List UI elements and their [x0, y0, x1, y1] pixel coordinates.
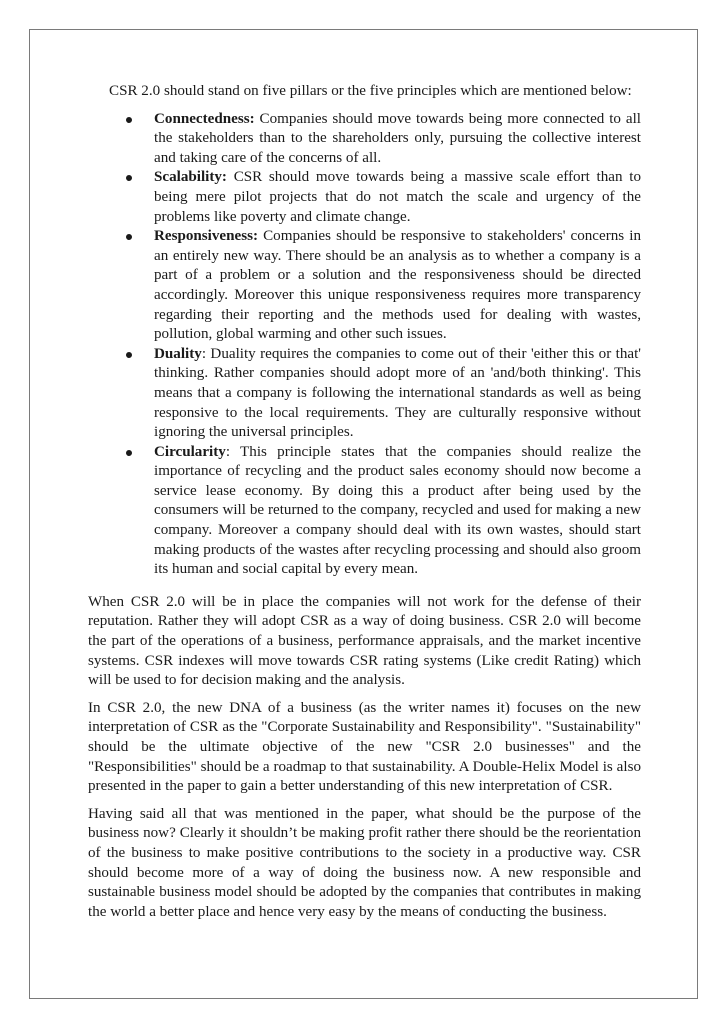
pillar-term: Responsiveness:	[154, 228, 258, 245]
document-body	[88, 80, 641, 922]
bullet-icon	[126, 234, 132, 240]
pillar-text: : This principle states that the companies should realize the importance of recycling and the product sales economy should now become a service lease economy. By doing this a product after being used by the consumers will be returned to the company, recycled and used for making a new company. Moreover a company should deal with its own wastes, should start making products of the wastes after recycling processing and should also groom its human and social capital by every mean.	[154, 443, 641, 578]
paragraph-purpose: Having said all that was mentioned in the paper, what should be the purpose of the business now? Clearly it shouldn’t be making profit rather there should be the reorientation of the business to make positive contributions to the society in a productive way. CSR should become more of a way of doing the business now. A new responsible and sustainable business model should be adopted by the companies that contributes in making the world a better place and hence very easy by the means of conducting the business.	[88, 805, 641, 920]
pillar-text: : Duality requires the companies to come out of their 'either this or that' thinking. Rather companies should adopt more of an 'and/both thinking'. This means that a company is following the international standards as well as being responsive to the local requirements. They are culturally responsive without ignoring the universal principles.	[154, 345, 641, 441]
bullet-icon	[126, 450, 132, 456]
bullet-icon	[126, 117, 132, 123]
pillar-text: Companies should be responsive to stakeholders' concerns in an entirely new way. There should be an analysis as to whether a company is a part of a problem or a solution and the responsiveness should be directed accordingly. Moreover this unique responsiveness requires more transparency regarding their reporting and the methods used for dealing with wastes, pollution, global warming and other such issues.	[154, 228, 641, 343]
list-item-connectedness	[154, 110, 641, 169]
pillar-term: Duality	[154, 345, 202, 362]
intro-paragraph: CSR 2.0 should stand on five pillars or the five principles which are mentioned below:	[109, 83, 632, 99]
list-item-duality	[154, 345, 641, 443]
pillar-term: Scalability:	[154, 169, 227, 186]
list-item-circularity	[154, 443, 641, 580]
pillar-term: Circularity	[154, 443, 226, 460]
bullet-icon	[126, 352, 132, 358]
pillar-term: Connectedness:	[154, 110, 255, 127]
paragraph-csr-in-place: When CSR 2.0 will be in place the companies will not work for the defense of their reputation. Rather they will adopt CSR as a way of doing business. CSR 2.0 will become the part of the operations of a business, performance appraisals, and the market incentive systems. CSR indexes will move towards CSR rating systems (Like credit Rating) which will be used to for decision making and the analysis.	[88, 593, 641, 689]
list-item-responsiveness	[154, 227, 641, 345]
list-item-scalability	[154, 168, 641, 227]
pillar-text: CSR should move towards being a massive scale effort than to being mere pilot projects that do not match the scale and urgency of the problems like poverty and climate change.	[154, 169, 641, 225]
pillars-list	[88, 110, 641, 580]
paragraph-new-dna: In CSR 2.0, the new DNA of a business (as the writer names it) focuses on the new interpretation of CSR as the "Corporate Sustainability and Responsibility". "Sustainability" should be the ultimate objective of the new "CSR 2.0 businesses" and the "Responsibilities" should be a roadmap to that sustainability. A Double-Helix Model is also presented in the paper to gain a better understanding of this new interpretation of CSR.	[88, 699, 641, 795]
pillar-text: Companies should move towards being more connected to all the stakeholders than to the shareholders only, pursuing the collective interest and taking care of the concerns of all.	[154, 110, 641, 166]
bullet-icon	[126, 175, 132, 181]
